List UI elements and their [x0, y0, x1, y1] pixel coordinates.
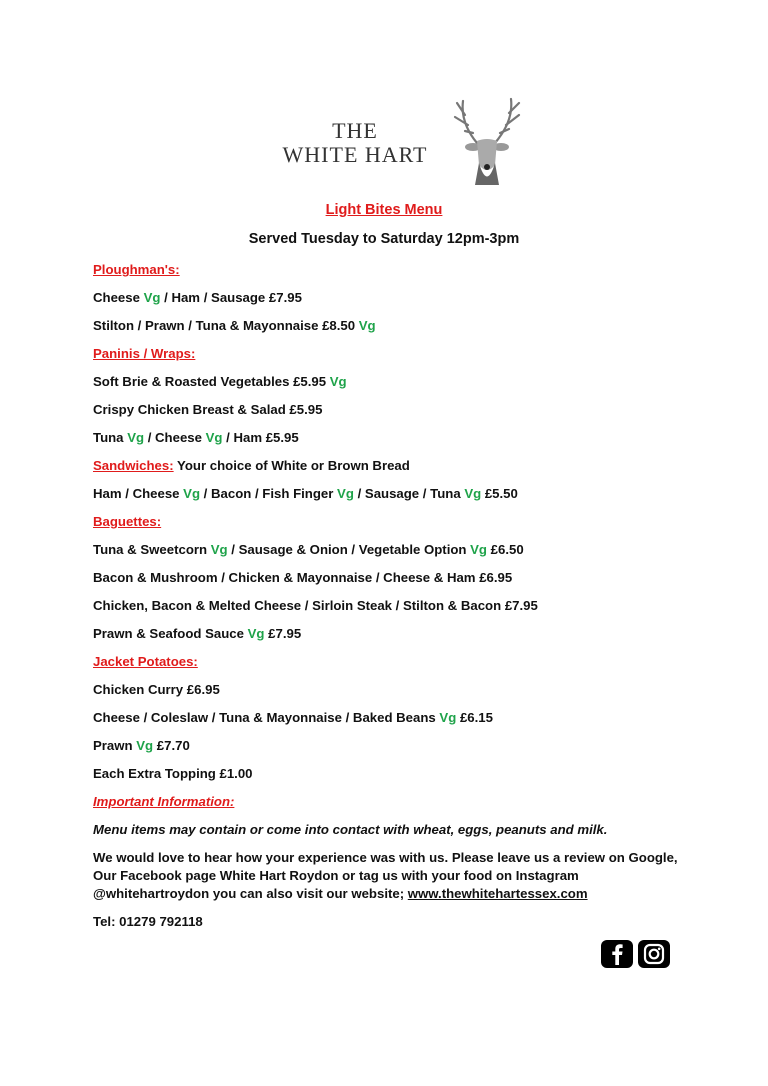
menu-item-text: / Cheese — [144, 430, 206, 445]
social-links — [601, 940, 670, 968]
vegan-badge: Vg — [329, 374, 347, 389]
menu-item — [93, 373, 693, 401]
menu-item-text: Ham / Cheese — [93, 486, 184, 501]
menu-item-text: Soft Brie & Roasted Vegetables £5.95 — [93, 374, 330, 389]
important-info-heading: Important Information: — [93, 794, 235, 809]
logo-name: WHITE HART — [282, 142, 428, 167]
menu-item-text: Tuna — [93, 430, 128, 445]
menu-item-text: Stilton / Prawn / Tuna & Mayonnaise £8.50 — [93, 318, 359, 333]
vegan-badge: Vg — [136, 738, 154, 753]
vegan-badge: Vg — [358, 318, 376, 333]
menu-item-text: Tuna & Sweetcorn — [93, 542, 211, 557]
menu-item-text: Chicken Curry £6.95 — [93, 682, 220, 697]
menu-item — [93, 625, 693, 653]
facebook-icon[interactable] — [601, 940, 633, 968]
menu-item-text: £6.50 — [487, 542, 524, 557]
menu-item-text: Cheese — [93, 290, 144, 305]
section-heading — [93, 261, 693, 289]
section-heading-note: Your choice of White or Brown Bread — [173, 458, 410, 473]
section-heading-label: Paninis / Wraps: — [93, 346, 196, 361]
menu-item — [93, 485, 693, 513]
menu-item-text: / Bacon / Fish Finger — [200, 486, 338, 501]
menu-subtitle: Served Tuesday to Saturday 12pm-3pm — [248, 231, 520, 247]
menu-item — [93, 429, 693, 457]
menu-item — [93, 597, 693, 625]
stag-head-icon — [447, 95, 527, 190]
telephone: Tel: 01279 792118 — [93, 914, 203, 929]
section-heading — [93, 345, 693, 373]
menu-item — [93, 541, 693, 569]
menu-item-text: Chicken, Bacon & Melted Cheese / Sirloin Steak / Stilton & Bacon £7.95 — [93, 598, 538, 613]
logo — [245, 95, 525, 190]
menu-title: Light Bites Menu — [325, 202, 443, 218]
vegan-badge: Vg — [337, 486, 354, 501]
section-heading — [93, 513, 693, 541]
section-heading-label: Jacket Potatoes: — [93, 654, 198, 669]
review-notice — [93, 849, 693, 903]
menu-item — [93, 289, 693, 317]
menu-item-text: / Ham / Sausage £7.95 — [160, 290, 302, 305]
menu-item-text: Prawn & Seafood Sauce — [93, 626, 248, 641]
menu-item-text: Prawn — [93, 738, 137, 753]
vegan-badge: Vg — [439, 710, 457, 725]
vegan-badge: Vg — [247, 626, 265, 641]
website-link[interactable]: www.thewhitehartessex.com — [407, 886, 588, 901]
vegan-badge: Vg — [127, 430, 145, 445]
menu-content — [93, 261, 693, 941]
menu-item-text: Cheese / Coleslaw / Tuna & Mayonnaise / Baked Beans — [93, 710, 440, 725]
menu-item-text: Each Extra Topping £1.00 — [93, 766, 253, 781]
section-heading — [93, 793, 693, 821]
allergy-notice: Menu items may contain or come into contact with wheat, eggs, peanuts and milk. — [93, 822, 608, 837]
menu-item — [93, 569, 693, 597]
logo-the: THE — [332, 118, 378, 143]
menu-item-text: £7.95 — [264, 626, 302, 641]
vegan-badge: Vg — [205, 430, 223, 445]
menu-item — [93, 317, 693, 345]
menu-item-text: £6.15 — [456, 710, 493, 725]
menu-item-text: £7.70 — [153, 738, 190, 753]
menu-item-text: Crispy Chicken Breast & Salad £5.95 — [93, 402, 323, 417]
menu-item — [93, 765, 693, 793]
menu-item-text: £5.50 — [481, 486, 518, 501]
vegan-badge: Vg — [183, 486, 201, 501]
menu-item — [93, 681, 693, 709]
vegan-badge: Vg — [143, 290, 161, 305]
menu-item-text: Bacon & Mushroom / Chicken & Mayonnaise / Cheese & Ham £6.95 — [93, 570, 513, 585]
menu-item — [93, 737, 693, 765]
vegan-badge: Vg — [464, 486, 482, 501]
logo-text — [245, 119, 465, 167]
menu-item-text: / Ham £5.95 — [222, 430, 299, 445]
menu-item — [93, 709, 693, 737]
menu-item-text: / Sausage / Tuna — [353, 486, 465, 501]
section-heading — [93, 457, 693, 485]
section-heading — [93, 653, 693, 681]
section-heading-label: Baguettes: — [93, 514, 162, 529]
instagram-icon[interactable] — [638, 940, 670, 968]
menu-item — [93, 401, 693, 429]
vegan-badge: Vg — [470, 542, 487, 557]
section-heading-label: Sandwiches: — [93, 458, 174, 473]
section-heading-label: Ploughman's: — [93, 262, 180, 277]
menu-item-text: / Sausage & Onion / Vegetable Option — [227, 542, 471, 557]
review-text: We would love to hear how your experience was with us. Please leave us a review on Google, Our Facebook page White Hart Roydon or tag us with your food on Instagram @whitehartroydon you can also visit our website; — [93, 850, 678, 901]
vegan-badge: Vg — [210, 542, 228, 557]
